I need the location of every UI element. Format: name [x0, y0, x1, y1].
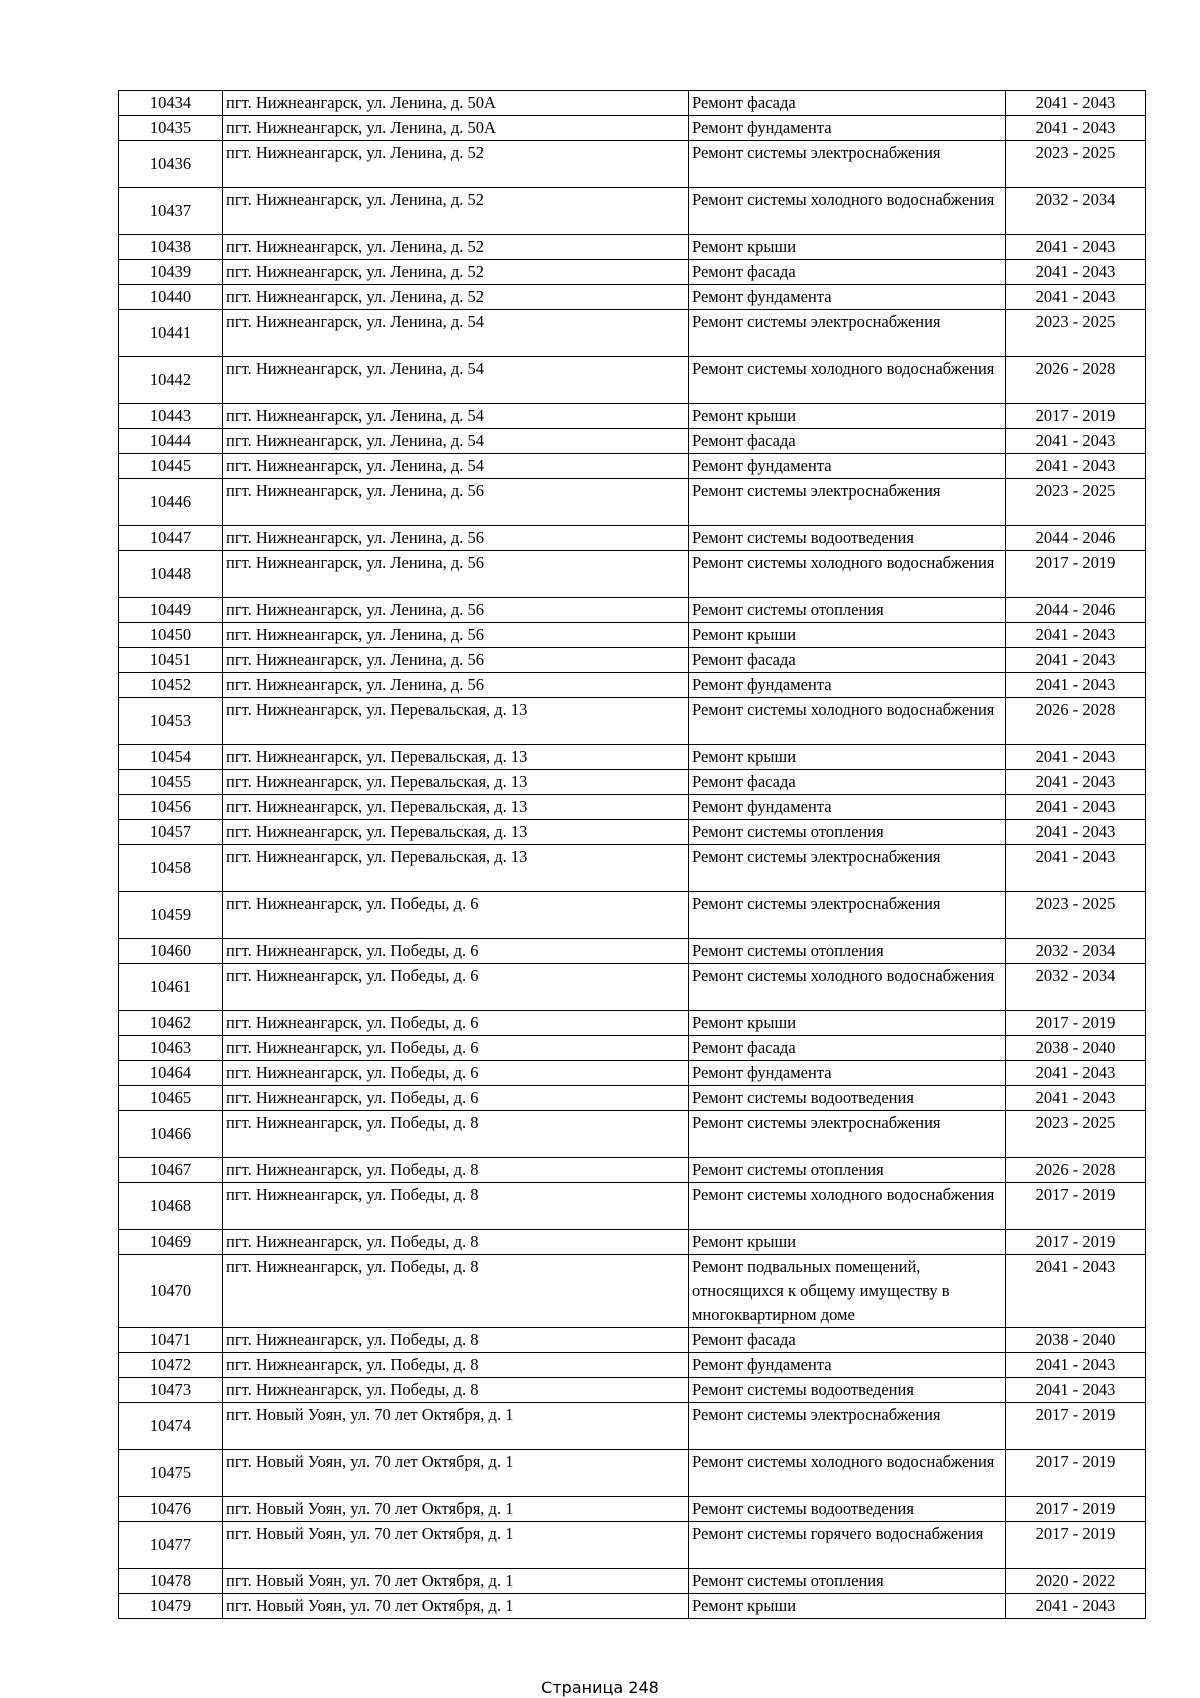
work-type-cell: Ремонт фасада: [689, 260, 1006, 285]
work-type-cell: Ремонт системы холодного водоснабжения: [689, 188, 1006, 235]
row-number-cell: 10447: [119, 526, 223, 551]
work-type-cell: Ремонт фасада: [689, 1328, 1006, 1353]
period-cell: 2017 - 2019: [1006, 404, 1146, 429]
table-row: [119, 454, 1146, 479]
repair-schedule-table: [118, 90, 1146, 1619]
table-row: [119, 1183, 1146, 1230]
row-number-cell: 10463: [119, 1036, 223, 1061]
row-number-cell: 10467: [119, 1158, 223, 1183]
address-cell: пгт. Новый Уоян, ул. 70 лет Октября, д. 1: [223, 1569, 689, 1594]
table-row: [119, 91, 1146, 116]
table-row: [119, 404, 1146, 429]
period-cell: 2041 - 2043: [1006, 795, 1146, 820]
address-cell: пгт. Нижнеангарск, ул. Ленина, д. 54: [223, 310, 689, 357]
row-number-cell: 10459: [119, 892, 223, 939]
address-cell: пгт. Нижнеангарск, ул. Победы, д. 8: [223, 1183, 689, 1230]
period-cell: 2041 - 2043: [1006, 454, 1146, 479]
period-cell: 2017 - 2019: [1006, 1522, 1146, 1569]
work-type-cell: Ремонт фундамента: [689, 285, 1006, 310]
address-cell: пгт. Нижнеангарск, ул. Победы, д. 8: [223, 1158, 689, 1183]
address-cell: пгт. Новый Уоян, ул. 70 лет Октября, д. 1: [223, 1497, 689, 1522]
address-cell: пгт. Новый Уоян, ул. 70 лет Октября, д. 1: [223, 1522, 689, 1569]
work-type-cell: Ремонт фундамента: [689, 1353, 1006, 1378]
row-number-cell: 10475: [119, 1450, 223, 1497]
period-cell: 2041 - 2043: [1006, 91, 1146, 116]
row-number-cell: 10460: [119, 939, 223, 964]
table-row: [119, 598, 1146, 623]
period-cell: 2041 - 2043: [1006, 116, 1146, 141]
work-type-cell: Ремонт системы отопления: [689, 598, 1006, 623]
row-number-cell: 10456: [119, 795, 223, 820]
period-cell: 2044 - 2046: [1006, 598, 1146, 623]
row-number-cell: 10450: [119, 623, 223, 648]
address-cell: пгт. Нижнеангарск, ул. Ленина, д. 52: [223, 260, 689, 285]
work-type-cell: Ремонт системы холодного водоснабжения: [689, 1450, 1006, 1497]
row-number-cell: 10466: [119, 1111, 223, 1158]
row-number-cell: 10477: [119, 1522, 223, 1569]
work-type-cell: Ремонт системы электроснабжения: [689, 310, 1006, 357]
address-cell: пгт. Нижнеангарск, ул. Перевальская, д. 13: [223, 698, 689, 745]
period-cell: 2041 - 2043: [1006, 623, 1146, 648]
period-cell: 2041 - 2043: [1006, 673, 1146, 698]
period-cell: 2032 - 2034: [1006, 188, 1146, 235]
period-cell: 2041 - 2043: [1006, 1255, 1146, 1328]
address-cell: пгт. Нижнеангарск, ул. Победы, д. 8: [223, 1353, 689, 1378]
address-cell: пгт. Нижнеангарск, ул. Ленина, д. 52: [223, 188, 689, 235]
period-cell: 2041 - 2043: [1006, 1086, 1146, 1111]
address-cell: пгт. Нижнеангарск, ул. Ленина, д. 56: [223, 598, 689, 623]
address-cell: пгт. Нижнеангарск, ул. Перевальская, д. 13: [223, 745, 689, 770]
period-cell: 2044 - 2046: [1006, 526, 1146, 551]
work-type-cell: Ремонт крыши: [689, 1230, 1006, 1255]
work-type-cell: Ремонт крыши: [689, 745, 1006, 770]
table-row: [119, 1255, 1146, 1328]
row-number-cell: 10469: [119, 1230, 223, 1255]
work-type-cell: Ремонт фасада: [689, 429, 1006, 454]
table-row: [119, 235, 1146, 260]
period-cell: 2017 - 2019: [1006, 1403, 1146, 1450]
row-number-cell: 10453: [119, 698, 223, 745]
row-number-cell: 10435: [119, 116, 223, 141]
address-cell: пгт. Нижнеангарск, ул. Ленина, д. 54: [223, 429, 689, 454]
period-cell: 2023 - 2025: [1006, 310, 1146, 357]
period-cell: 2038 - 2040: [1006, 1328, 1146, 1353]
period-cell: 2041 - 2043: [1006, 1378, 1146, 1403]
address-cell: пгт. Нижнеангарск, ул. Победы, д. 8: [223, 1230, 689, 1255]
address-cell: пгт. Нижнеангарск, ул. Победы, д. 6: [223, 1036, 689, 1061]
row-number-cell: 10437: [119, 188, 223, 235]
row-number-cell: 10448: [119, 551, 223, 598]
work-type-cell: Ремонт крыши: [689, 404, 1006, 429]
table-row: [119, 479, 1146, 526]
table-row: [119, 1111, 1146, 1158]
row-number-cell: 10438: [119, 235, 223, 260]
work-type-cell: Ремонт системы электроснабжения: [689, 892, 1006, 939]
work-type-cell: Ремонт крыши: [689, 235, 1006, 260]
work-type-cell: Ремонт системы холодного водоснабжения: [689, 357, 1006, 404]
address-cell: пгт. Нижнеангарск, ул. Победы, д. 6: [223, 1011, 689, 1036]
address-cell: пгт. Нижнеангарск, ул. Ленина, д. 54: [223, 454, 689, 479]
work-type-cell: Ремонт фундамента: [689, 673, 1006, 698]
table-row: [119, 1522, 1146, 1569]
period-cell: 2038 - 2040: [1006, 1036, 1146, 1061]
table-row: [119, 648, 1146, 673]
address-cell: пгт. Нижнеангарск, ул. Ленина, д. 50А: [223, 116, 689, 141]
table-row: [119, 964, 1146, 1011]
table-row: [119, 285, 1146, 310]
period-cell: 2026 - 2028: [1006, 698, 1146, 745]
period-cell: 2041 - 2043: [1006, 845, 1146, 892]
table-row: [119, 141, 1146, 188]
table-row: [119, 1061, 1146, 1086]
address-cell: пгт. Нижнеангарск, ул. Победы, д. 6: [223, 892, 689, 939]
work-type-cell: Ремонт крыши: [689, 1011, 1006, 1036]
table-row: [119, 745, 1146, 770]
period-cell: 2026 - 2028: [1006, 1158, 1146, 1183]
table-row: [119, 551, 1146, 598]
address-cell: пгт. Нижнеангарск, ул. Ленина, д. 54: [223, 357, 689, 404]
row-number-cell: 10462: [119, 1011, 223, 1036]
row-number-cell: 10443: [119, 404, 223, 429]
address-cell: пгт. Нижнеангарск, ул. Перевальская, д. 13: [223, 820, 689, 845]
address-cell: пгт. Нижнеангарск, ул. Победы, д. 6: [223, 939, 689, 964]
period-cell: 2023 - 2025: [1006, 141, 1146, 188]
period-cell: 2017 - 2019: [1006, 1011, 1146, 1036]
address-cell: пгт. Нижнеангарск, ул. Ленина, д. 56: [223, 673, 689, 698]
table-row: [119, 673, 1146, 698]
period-cell: 2041 - 2043: [1006, 820, 1146, 845]
row-number-cell: 10436: [119, 141, 223, 188]
row-number-cell: 10457: [119, 820, 223, 845]
period-cell: 2041 - 2043: [1006, 1061, 1146, 1086]
work-type-cell: Ремонт системы холодного водоснабжения: [689, 551, 1006, 598]
table-row: [119, 429, 1146, 454]
period-cell: 2041 - 2043: [1006, 770, 1146, 795]
row-number-cell: 10458: [119, 845, 223, 892]
table-row: [119, 1353, 1146, 1378]
table-row: [119, 1450, 1146, 1497]
table-row: [119, 357, 1146, 404]
period-cell: 2041 - 2043: [1006, 260, 1146, 285]
table-row: [119, 770, 1146, 795]
table-row: [119, 939, 1146, 964]
period-cell: 2041 - 2043: [1006, 429, 1146, 454]
address-cell: пгт. Нижнеангарск, ул. Ленина, д. 56: [223, 623, 689, 648]
address-cell: пгт. Новый Уоян, ул. 70 лет Октября, д. 1: [223, 1594, 689, 1619]
row-number-cell: 10470: [119, 1255, 223, 1328]
work-type-cell: Ремонт системы отопления: [689, 820, 1006, 845]
table-row: [119, 1378, 1146, 1403]
row-number-cell: 10444: [119, 429, 223, 454]
row-number-cell: 10441: [119, 310, 223, 357]
period-cell: 2020 - 2022: [1006, 1569, 1146, 1594]
work-type-cell: Ремонт системы отопления: [689, 1569, 1006, 1594]
work-type-cell: Ремонт фундамента: [689, 795, 1006, 820]
period-cell: 2041 - 2043: [1006, 648, 1146, 673]
address-cell: пгт. Нижнеангарск, ул. Ленина, д. 56: [223, 551, 689, 598]
period-cell: 2041 - 2043: [1006, 235, 1146, 260]
work-type-cell: Ремонт системы водоотведения: [689, 526, 1006, 551]
work-type-cell: Ремонт фасада: [689, 1036, 1006, 1061]
period-cell: 2017 - 2019: [1006, 551, 1146, 598]
address-cell: пгт. Нижнеангарск, ул. Победы, д. 6: [223, 1061, 689, 1086]
table-row: [119, 188, 1146, 235]
address-cell: пгт. Новый Уоян, ул. 70 лет Октября, д. 1: [223, 1403, 689, 1450]
row-number-cell: 10473: [119, 1378, 223, 1403]
row-number-cell: 10471: [119, 1328, 223, 1353]
row-number-cell: 10440: [119, 285, 223, 310]
row-number-cell: 10479: [119, 1594, 223, 1619]
period-cell: 2017 - 2019: [1006, 1230, 1146, 1255]
table-row: [119, 1403, 1146, 1450]
period-cell: 2041 - 2043: [1006, 1353, 1146, 1378]
work-type-cell: Ремонт системы водоотведения: [689, 1378, 1006, 1403]
row-number-cell: 10452: [119, 673, 223, 698]
row-number-cell: 10476: [119, 1497, 223, 1522]
table-row: [119, 526, 1146, 551]
address-cell: пгт. Нижнеангарск, ул. Перевальская, д. 13: [223, 770, 689, 795]
work-type-cell: Ремонт системы электроснабжения: [689, 479, 1006, 526]
work-type-cell: Ремонт системы холодного водоснабжения: [689, 964, 1006, 1011]
work-type-cell: Ремонт фасада: [689, 770, 1006, 795]
period-cell: 2032 - 2034: [1006, 939, 1146, 964]
address-cell: пгт. Нижнеангарск, ул. Победы, д. 8: [223, 1255, 689, 1328]
table-row: [119, 1230, 1146, 1255]
page-number: Страница 248: [541, 1678, 659, 1697]
address-cell: пгт. Нижнеангарск, ул. Ленина, д. 50А: [223, 91, 689, 116]
address-cell: пгт. Нижнеангарск, ул. Победы, д. 8: [223, 1328, 689, 1353]
work-type-cell: Ремонт крыши: [689, 1594, 1006, 1619]
row-number-cell: 10468: [119, 1183, 223, 1230]
row-number-cell: 10442: [119, 357, 223, 404]
row-number-cell: 10474: [119, 1403, 223, 1450]
table-row: [119, 1158, 1146, 1183]
address-cell: пгт. Нижнеангарск, ул. Ленина, д. 54: [223, 404, 689, 429]
row-number-cell: 10445: [119, 454, 223, 479]
address-cell: пгт. Нижнеангарск, ул. Ленина, д. 56: [223, 526, 689, 551]
table-row: [119, 820, 1146, 845]
row-number-cell: 10434: [119, 91, 223, 116]
period-cell: 2017 - 2019: [1006, 1450, 1146, 1497]
row-number-cell: 10478: [119, 1569, 223, 1594]
address-cell: пгт. Нижнеангарск, ул. Победы, д. 8: [223, 1378, 689, 1403]
table-row: [119, 1086, 1146, 1111]
row-number-cell: 10446: [119, 479, 223, 526]
address-cell: пгт. Нижнеангарск, ул. Победы, д. 8: [223, 1111, 689, 1158]
period-cell: 2023 - 2025: [1006, 479, 1146, 526]
page-footer: [0, 1678, 1200, 1698]
table-row: [119, 1569, 1146, 1594]
work-type-cell: Ремонт системы холодного водоснабжения: [689, 698, 1006, 745]
address-cell: пгт. Нижнеангарск, ул. Ленина, д. 56: [223, 479, 689, 526]
address-cell: пгт. Нижнеангарск, ул. Перевальская, д. 13: [223, 845, 689, 892]
period-cell: 2023 - 2025: [1006, 892, 1146, 939]
work-type-cell: Ремонт фундамента: [689, 1061, 1006, 1086]
table-row: [119, 795, 1146, 820]
work-type-cell: Ремонт фасада: [689, 648, 1006, 673]
address-cell: пгт. Нижнеангарск, ул. Победы, д. 6: [223, 1086, 689, 1111]
period-cell: 2041 - 2043: [1006, 1594, 1146, 1619]
address-cell: пгт. Нижнеангарск, ул. Победы, д. 6: [223, 964, 689, 1011]
table-row: [119, 1497, 1146, 1522]
work-type-cell: Ремонт системы электроснабжения: [689, 1111, 1006, 1158]
work-type-cell: Ремонт системы электроснабжения: [689, 845, 1006, 892]
table-row: [119, 1036, 1146, 1061]
work-type-cell: Ремонт подвальных помещений, относящихся к общему имуществу в многоквартирном доме: [689, 1255, 1006, 1328]
work-type-cell: Ремонт системы электроснабжения: [689, 1403, 1006, 1450]
row-number-cell: 10454: [119, 745, 223, 770]
work-type-cell: Ремонт системы холодного водоснабжения: [689, 1183, 1006, 1230]
row-number-cell: 10472: [119, 1353, 223, 1378]
address-cell: пгт. Нижнеангарск, ул. Ленина, д. 52: [223, 141, 689, 188]
work-type-cell: Ремонт системы отопления: [689, 939, 1006, 964]
table-row: [119, 1011, 1146, 1036]
period-cell: 2017 - 2019: [1006, 1183, 1146, 1230]
work-type-cell: Ремонт фундамента: [689, 116, 1006, 141]
work-type-cell: Ремонт системы водоотведения: [689, 1086, 1006, 1111]
work-type-cell: Ремонт системы горячего водоснабжения: [689, 1522, 1006, 1569]
table-row: [119, 310, 1146, 357]
table-row: [119, 116, 1146, 141]
work-type-cell: Ремонт системы водоотведения: [689, 1497, 1006, 1522]
row-number-cell: 10449: [119, 598, 223, 623]
address-cell: пгт. Нижнеангарск, ул. Ленина, д. 52: [223, 285, 689, 310]
table-body: [119, 91, 1146, 1619]
period-cell: 2023 - 2025: [1006, 1111, 1146, 1158]
work-type-cell: Ремонт системы электроснабжения: [689, 141, 1006, 188]
table-row: [119, 892, 1146, 939]
period-cell: 2026 - 2028: [1006, 357, 1146, 404]
period-cell: 2017 - 2019: [1006, 1497, 1146, 1522]
work-type-cell: Ремонт фасада: [689, 91, 1006, 116]
row-number-cell: 10465: [119, 1086, 223, 1111]
address-cell: пгт. Нижнеангарск, ул. Ленина, д. 56: [223, 648, 689, 673]
work-type-cell: Ремонт фундамента: [689, 454, 1006, 479]
row-number-cell: 10464: [119, 1061, 223, 1086]
row-number-cell: 10451: [119, 648, 223, 673]
address-cell: пгт. Новый Уоян, ул. 70 лет Октября, д. 1: [223, 1450, 689, 1497]
work-type-cell: Ремонт крыши: [689, 623, 1006, 648]
row-number-cell: 10439: [119, 260, 223, 285]
work-type-cell: Ремонт системы отопления: [689, 1158, 1006, 1183]
table-row: [119, 1594, 1146, 1619]
table-row: [119, 260, 1146, 285]
table-row: [119, 623, 1146, 648]
table-row: [119, 845, 1146, 892]
period-cell: 2041 - 2043: [1006, 745, 1146, 770]
row-number-cell: 10461: [119, 964, 223, 1011]
table-row: [119, 1328, 1146, 1353]
address-cell: пгт. Нижнеангарск, ул. Перевальская, д. 13: [223, 795, 689, 820]
row-number-cell: 10455: [119, 770, 223, 795]
period-cell: 2032 - 2034: [1006, 964, 1146, 1011]
address-cell: пгт. Нижнеангарск, ул. Ленина, д. 52: [223, 235, 689, 260]
table-row: [119, 698, 1146, 745]
period-cell: 2041 - 2043: [1006, 285, 1146, 310]
